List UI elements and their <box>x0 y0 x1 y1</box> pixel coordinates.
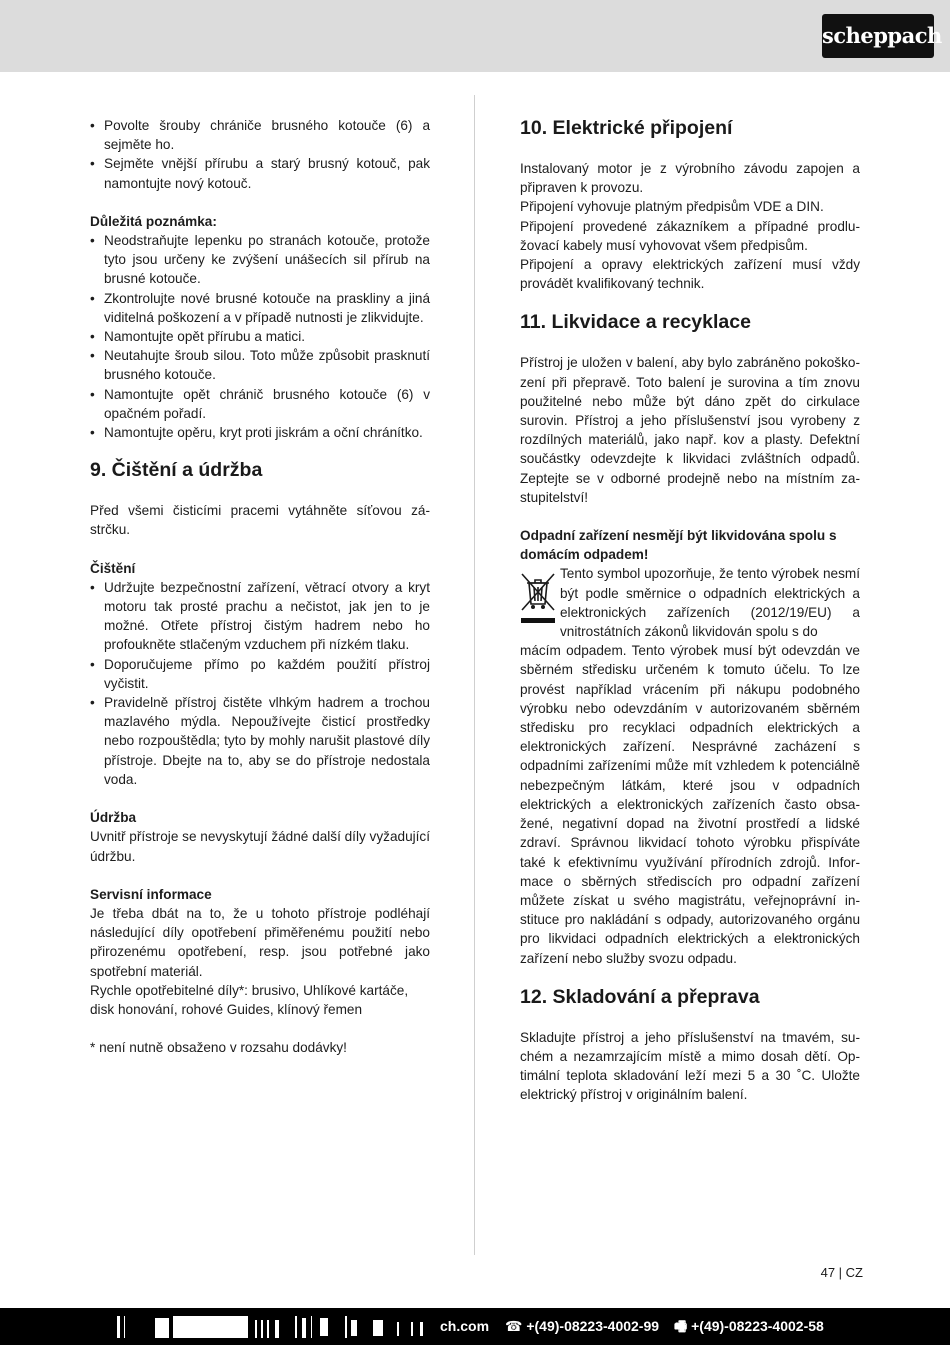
section-9-intro: Před všemi čisticími pracemi vytáhněte síťovou zástrčku. <box>90 503 430 538</box>
section-9-heading: 9. Čištění a údržba <box>90 459 263 482</box>
maintenance-text: Uvnitř přístroje se nevyskytují žádné další díly vyžadující údržbu. <box>90 829 430 864</box>
brand-logo <box>822 14 942 58</box>
cleaning-list <box>90 578 430 789</box>
list-item: • Namontujte opět chránič brusného kotouče (6) v opačném pořadí. <box>90 385 430 423</box>
footer-website[interactable]: ch.com <box>440 1318 490 1334</box>
list-item: • Zkontrolujte nové brusné kotouče na praskliny a jiná viditelná poškození a v případě nutnosti je zlikvidujte. <box>90 289 430 327</box>
maintenance-heading: Údržba <box>90 810 137 826</box>
waste-warning-heading: Odpadní zařízení nesmějí být likvidována spolu s domácím odpadem! <box>520 528 837 563</box>
note-list <box>90 231 430 442</box>
service-text: Je třeba dbát na to, že u tohoto přístroje podléhají následující díly opotřebení přiměřenému použití nebo přirozenému opotřebení, resp. jsou potřebné jako spotřební materiál. <box>90 905 430 979</box>
paragraph: Instalovaný motor je z výrobního závodu zapojen a připraven k provozu. <box>520 161 860 196</box>
paragraph: Připojení a opravy elektrických zařízení musí vždy provádět kvalifikovaný technik. <box>520 257 860 292</box>
paragraph: Připojení provedené zákazníkem a případné prodlužovací kabely musí vyhovovat všem předpisům. <box>520 218 860 253</box>
section-11-text: Přístroj je uložen v balení, aby bylo zabráněno pokoškození při přepravě. Toto balení je surovina a tím znovu použitelné nebo může být dáno zpět do cirkulace surovin. Přístroj a jeho příslušenství jsou vyrobeny z rozdílných materiálů, jako např. kov a plasty. Defektní součástky odevzdejte k likvidaci zvláštních odpadů. Zeptejte se v odborné prodejně nebo na místním zastupitelství! <box>520 355 860 505</box>
footer-fax: 🖷 +(49)-08223-4002-58 <box>674 1318 824 1334</box>
wear-parts-text: Rychle opotřebitelné díly*: brusivo, Uhlíkové kartáče, disk honování, rohové Guides, klínový řemen <box>90 982 409 1017</box>
brand-name: scheppach <box>822 23 942 48</box>
barcode-graphic <box>115 1312 435 1342</box>
list-item: • Sejměte vnější přírubu a starý brusný kotouč, pak namontujte nový kotouč. <box>90 154 430 192</box>
left-column <box>90 116 430 1057</box>
note-heading: Důležitá poznámka: <box>90 213 217 229</box>
list-item: • Povolte šrouby chrániče brusného kotouče (6) a sejměte ho. <box>90 116 430 154</box>
weee-text: mácím odpadem. Tento výrobek musí být odevzdán ve sběrném středisku určeném k tomuto účelu. To lze provést například vrácením při nákupu podobného výrobku nebo odevzdáním v autorizovaném sběrném středisku pro recyklaci odpadních elektrických a elektronických zařízení. Nesprávné zacházení s odpadními zařízeními může mít vzhledem k potenciálně nebezpečným látkám, které jsou v odpadních elektrických a elektronických zařízeních často obsažené, negativní dopad na životní prostředí a lidské zdraví. Správnou likvidací tohoto výrobku přispíváte také k efektivnímu využívání přírodních zdrojů. Informace o sběrných střediscích pro odpadní zařízení můžete získat u svého magistrátu, veřejnoprávní instituce pro nakládání s odpady, autorizovaného orgánu pro likvidaci odpadních elektrických a elektronických zařízení nebo služby svozu odpadu. <box>520 643 860 966</box>
weee-block <box>520 564 860 641</box>
section-10-body <box>520 159 860 293</box>
weee-text-indented: Tento symbol upozorňuje, že tento výrobek nesmí být podle směrnice o odpadních elektrických a elektronických zařízeních (2012/19/EU) a vnitrostátních zákonů likvidován spolu s do <box>560 566 860 640</box>
crossed-bin-icon <box>520 570 556 624</box>
list-item: • Neodstraňujte lepenku po stranách kotouče, protože tyto jsou určeny ke zvýšení unášecích sil přírub na brusné kotouče. <box>90 231 430 289</box>
footnote: * není nutně obsaženo v rozsahu dodávky! <box>90 1040 347 1056</box>
list-item: • Namontujte opět přírubu a matici. <box>90 327 430 346</box>
section-11-heading: 11. Likvidace a recyklace <box>520 311 751 334</box>
cleaning-heading: Čištění <box>90 560 136 576</box>
section-12-heading: 12. Skladování a přeprava <box>520 985 760 1008</box>
assembly-steps-list <box>90 116 430 193</box>
footer-phone: ☎ +(49)-08223-4002-99 <box>505 1318 660 1334</box>
header-bar <box>0 0 950 72</box>
right-column <box>520 116 860 1105</box>
column-divider <box>474 95 475 1255</box>
list-item: • Pravidelně přístroj čistěte vlhkým hadrem a trochou mazlavého mýdla. Nepoužívejte čisticí prostředky nebo rozpouštědla; tyto by mohly narušit plastové díly přístroje. Dbejte na to, aby se do přístroje nedostala voda. <box>90 693 430 789</box>
page-number: 47 | CZ <box>820 1265 863 1280</box>
list-item: • Namontujte opěru, kryt proti jiskrám a oční chránítko. <box>90 423 430 442</box>
service-heading: Servisní informace <box>90 886 212 902</box>
section-12-text: Skladujte přístroj a jeho příslušenství na tmavém, suchém a nezamrzajícím místě a mimo dosah dětí. Optimální teplota skladování leží mezi 5 a 30 ˚C. Uložte elektrický přístroj v originálním balení. <box>520 1029 860 1103</box>
list-item: • Doporučujeme přímo po každém použití přístroj vyčistit. <box>90 655 430 693</box>
list-item: • Neutahujte šroub silou. Toto může způsobit prasknutí brusného kotouče. <box>90 346 430 384</box>
list-item: • Udržujte bezpečnostní zařízení, větrací otvory a kryt motoru tak prosté prachu a nečistot, jak jen to je možné. Otřete přístroj čistým hadrem nebo ho profoukněte stlačeným vzduchem při nízkém tlaku. <box>90 578 430 655</box>
section-10-heading: 10. Elektrické připojení <box>520 117 733 139</box>
paragraph: Připojení vyhovuje platným předpisům VDE a DIN. <box>520 199 824 215</box>
